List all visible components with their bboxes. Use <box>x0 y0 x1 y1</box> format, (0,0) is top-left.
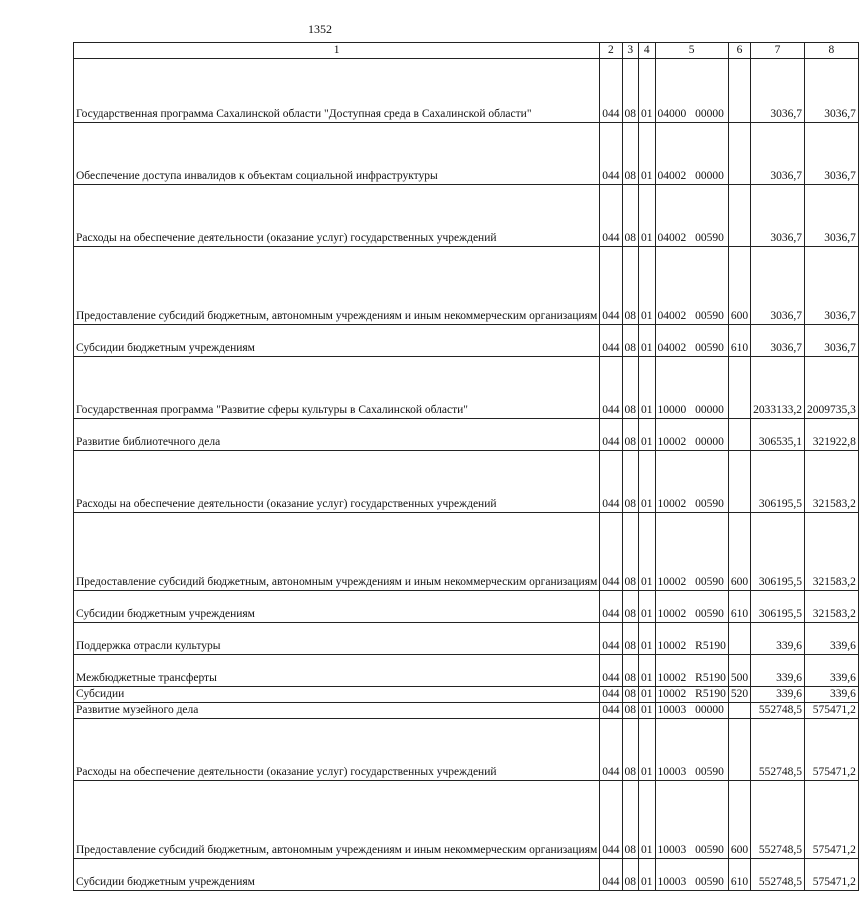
cell-ved: 044 <box>600 590 622 622</box>
cell-ved: 044 <box>600 246 622 324</box>
table-row <box>74 356 859 418</box>
table-row <box>74 686 859 702</box>
cell-csr: 10002 R5190 <box>655 654 728 686</box>
cell-pr: 01 <box>639 58 656 122</box>
cell-vr <box>728 450 750 512</box>
cell-rz: 08 <box>622 246 639 324</box>
cell-ved: 044 <box>600 58 622 122</box>
cell-value-1: 3036,7 <box>751 58 805 122</box>
cell-value-1: 552748,5 <box>751 718 805 780</box>
cell-vr: 600 <box>728 246 750 324</box>
cell-value-1: 3036,7 <box>751 324 805 356</box>
cell-value-1: 3036,7 <box>751 122 805 184</box>
cell-rz: 08 <box>622 122 639 184</box>
cell-pr: 01 <box>639 418 656 450</box>
cell-value-2: 575471,2 <box>804 702 858 718</box>
cell-value-2: 321583,2 <box>804 450 858 512</box>
cell-pr: 01 <box>639 450 656 512</box>
cell-vr: 600 <box>728 780 750 858</box>
row-name: Расходы на обеспечение деятельности (оказание услуг) государственных учреждений <box>74 450 600 512</box>
cell-pr: 01 <box>639 702 656 718</box>
cell-pr: 01 <box>639 324 656 356</box>
col-header: 8 <box>804 43 858 59</box>
page-number: 1352 <box>308 22 332 36</box>
cell-value-2: 339,6 <box>804 686 858 702</box>
cell-vr: 610 <box>728 590 750 622</box>
cell-value-1: 306535,1 <box>751 418 805 450</box>
cell-rz: 08 <box>622 356 639 418</box>
cell-ved: 044 <box>600 184 622 246</box>
table-row <box>74 858 859 890</box>
cell-csr: 04002 00000 <box>655 122 728 184</box>
cell-csr: 04002 00590 <box>655 184 728 246</box>
row-name: Расходы на обеспечение деятельности (оказание услуг) государственных учреждений <box>74 184 600 246</box>
cell-csr: 10003 00590 <box>655 858 728 890</box>
col-header: 5 <box>655 43 728 59</box>
cell-ved: 044 <box>600 418 622 450</box>
row-name: Межбюджетные трансферты <box>74 654 600 686</box>
cell-value-1: 3036,7 <box>751 184 805 246</box>
cell-rz: 08 <box>622 418 639 450</box>
cell-ved: 044 <box>600 686 622 702</box>
cell-vr <box>728 356 750 418</box>
row-name: Развитие библиотечного дела <box>74 418 600 450</box>
cell-pr: 01 <box>639 122 656 184</box>
cell-value-1: 306195,5 <box>751 450 805 512</box>
cell-value-2: 3036,7 <box>804 184 858 246</box>
cell-csr: 10003 00590 <box>655 718 728 780</box>
cell-rz: 08 <box>622 718 639 780</box>
cell-value-1: 339,6 <box>751 654 805 686</box>
cell-rz: 08 <box>622 324 639 356</box>
table-row <box>74 58 859 122</box>
table-row <box>74 246 859 324</box>
cell-rz: 08 <box>622 702 639 718</box>
cell-vr <box>728 622 750 654</box>
cell-vr: 610 <box>728 324 750 356</box>
cell-rz: 08 <box>622 512 639 590</box>
cell-value-1: 3036,7 <box>751 246 805 324</box>
cell-csr: 10002 00590 <box>655 590 728 622</box>
cell-csr: 10002 00590 <box>655 450 728 512</box>
cell-value-2: 575471,2 <box>804 780 858 858</box>
row-name: Субсидии бюджетным учреждениям <box>74 858 600 890</box>
row-name: Субсидии бюджетным учреждениям <box>74 324 600 356</box>
cell-pr: 01 <box>639 718 656 780</box>
cell-vr <box>728 58 750 122</box>
cell-ved: 044 <box>600 780 622 858</box>
cell-rz: 08 <box>622 58 639 122</box>
row-name: Предоставление субсидий бюджетным, автономным учреждениям и иным некоммерческим организациям <box>74 512 600 590</box>
header-row <box>74 43 859 59</box>
cell-csr: 04002 00590 <box>655 324 728 356</box>
cell-pr: 01 <box>639 622 656 654</box>
cell-rz: 08 <box>622 590 639 622</box>
cell-ved: 044 <box>600 512 622 590</box>
cell-pr: 01 <box>639 246 656 324</box>
table-row <box>74 324 859 356</box>
table-row <box>74 450 859 512</box>
cell-csr: 10002 00000 <box>655 418 728 450</box>
cell-pr: 01 <box>639 356 656 418</box>
cell-value-2: 2009735,3 <box>804 356 858 418</box>
cell-rz: 08 <box>622 184 639 246</box>
table-row <box>74 702 859 718</box>
cell-vr <box>728 184 750 246</box>
cell-ved: 044 <box>600 858 622 890</box>
cell-pr: 01 <box>639 512 656 590</box>
cell-ved: 044 <box>600 702 622 718</box>
cell-ved: 044 <box>600 450 622 512</box>
cell-ved: 044 <box>600 718 622 780</box>
row-name: Субсидии <box>74 686 600 702</box>
table-row <box>74 122 859 184</box>
cell-rz: 08 <box>622 654 639 686</box>
row-name: Обеспечение доступа инвалидов к объектам социальной инфраструктуры <box>74 122 600 184</box>
cell-ved: 044 <box>600 324 622 356</box>
col-header: 6 <box>728 43 750 59</box>
cell-value-2: 321583,2 <box>804 590 858 622</box>
row-name: Расходы на обеспечение деятельности (оказание услуг) государственных учреждений <box>74 718 600 780</box>
table-row <box>74 590 859 622</box>
cell-vr <box>728 418 750 450</box>
table-row <box>74 184 859 246</box>
cell-rz: 08 <box>622 858 639 890</box>
cell-vr: 520 <box>728 686 750 702</box>
cell-value-2: 3036,7 <box>804 324 858 356</box>
row-name: Предоставление субсидий бюджетным, автономным учреждениям и иным некоммерческим организациям <box>74 246 600 324</box>
row-name: Предоставление субсидий бюджетным, автономным учреждениям и иным некоммерческим организациям <box>74 780 600 858</box>
cell-value-1: 552748,5 <box>751 702 805 718</box>
table-row <box>74 622 859 654</box>
budget-table <box>73 42 859 891</box>
cell-value-2: 3036,7 <box>804 246 858 324</box>
table-row <box>74 418 859 450</box>
cell-value-2: 339,6 <box>804 654 858 686</box>
cell-value-1: 552748,5 <box>751 858 805 890</box>
cell-ved: 044 <box>600 122 622 184</box>
table-row <box>74 780 859 858</box>
col-header: 2 <box>600 43 622 59</box>
cell-value-1: 2033133,2 <box>751 356 805 418</box>
cell-vr: 500 <box>728 654 750 686</box>
cell-csr: 10002 R5190 <box>655 686 728 702</box>
cell-vr <box>728 122 750 184</box>
cell-ved: 044 <box>600 356 622 418</box>
col-header: 1 <box>74 43 600 59</box>
cell-csr: 10000 00000 <box>655 356 728 418</box>
cell-rz: 08 <box>622 686 639 702</box>
col-header: 4 <box>639 43 656 59</box>
cell-value-2: 339,6 <box>804 622 858 654</box>
cell-vr <box>728 718 750 780</box>
cell-ved: 044 <box>600 654 622 686</box>
cell-value-1: 339,6 <box>751 622 805 654</box>
cell-value-1: 552748,5 <box>751 780 805 858</box>
cell-pr: 01 <box>639 654 656 686</box>
cell-pr: 01 <box>639 686 656 702</box>
cell-csr: 10002 00590 <box>655 512 728 590</box>
table-row <box>74 718 859 780</box>
cell-value-2: 575471,2 <box>804 718 858 780</box>
row-name: Развитие музейного дела <box>74 702 600 718</box>
cell-value-1: 306195,5 <box>751 590 805 622</box>
cell-vr: 600 <box>728 512 750 590</box>
cell-value-2: 3036,7 <box>804 58 858 122</box>
cell-rz: 08 <box>622 622 639 654</box>
row-name: Поддержка отрасли культуры <box>74 622 600 654</box>
cell-csr: 10003 00590 <box>655 780 728 858</box>
col-header: 7 <box>751 43 805 59</box>
cell-csr: 10002 R5190 <box>655 622 728 654</box>
cell-value-2: 575471,2 <box>804 858 858 890</box>
cell-vr <box>728 702 750 718</box>
row-name: Субсидии бюджетным учреждениям <box>74 590 600 622</box>
cell-pr: 01 <box>639 590 656 622</box>
cell-value-2: 3036,7 <box>804 122 858 184</box>
table-row <box>74 512 859 590</box>
row-name: Государственная программа "Развитие сферы культуры в Сахалинской области" <box>74 356 600 418</box>
cell-pr: 01 <box>639 184 656 246</box>
cell-csr: 10003 00000 <box>655 702 728 718</box>
cell-value-1: 306195,5 <box>751 512 805 590</box>
col-header: 3 <box>622 43 639 59</box>
cell-pr: 01 <box>639 780 656 858</box>
cell-rz: 08 <box>622 450 639 512</box>
cell-value-2: 321922,8 <box>804 418 858 450</box>
row-name: Государственная программа Сахалинской области "Доступная среда в Сахалинской области" <box>74 58 600 122</box>
cell-csr: 04002 00590 <box>655 246 728 324</box>
cell-vr: 610 <box>728 858 750 890</box>
cell-rz: 08 <box>622 780 639 858</box>
cell-value-1: 339,6 <box>751 686 805 702</box>
cell-ved: 044 <box>600 622 622 654</box>
cell-pr: 01 <box>639 858 656 890</box>
cell-value-2: 321583,2 <box>804 512 858 590</box>
table-row <box>74 654 859 686</box>
cell-csr: 04000 00000 <box>655 58 728 122</box>
